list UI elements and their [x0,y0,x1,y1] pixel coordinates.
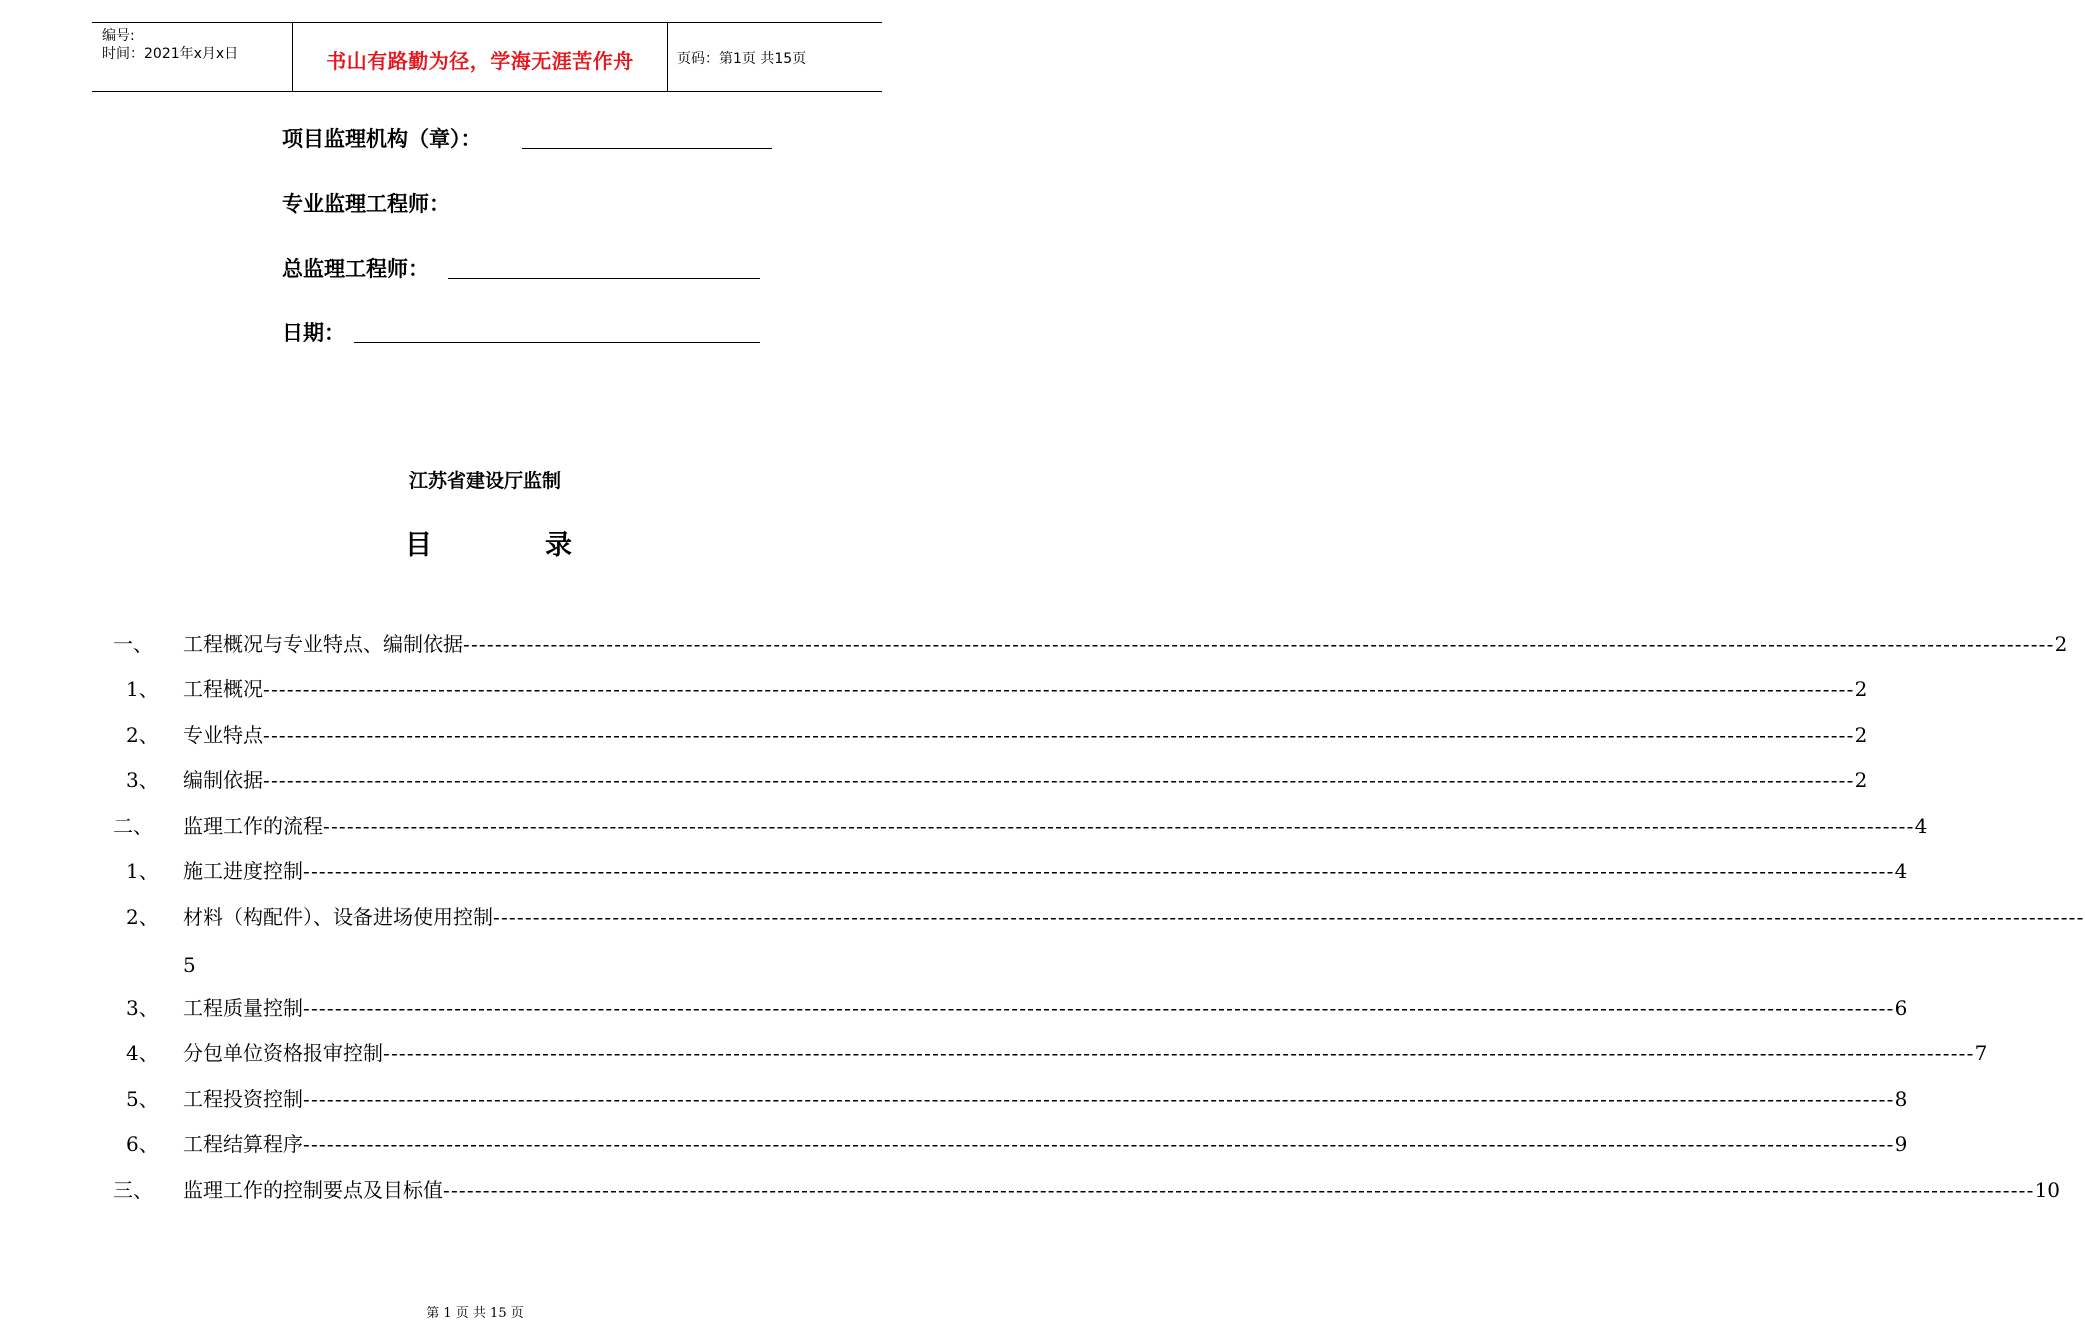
toc-entry-number: 2、 [126,723,159,747]
toc-entry-number: 一、 [113,632,153,656]
toc-entry-text: 专业特点 [183,723,263,747]
org-name: 江苏省建设厅监制 [408,470,561,492]
toc-entry-body [183,993,1908,1023]
toc-entry-body [183,629,2068,659]
toc-entry-leader: -------------------------------------------------------------------------------------------------------------------------------------------------------------------------------------------------------- [303,1087,1895,1111]
page-header [92,22,882,92]
toc-entry[interactable] [0,902,2085,932]
motto-text: 书山有路勤为径，学海无涯苦作舟 [326,49,634,73]
toc-entry-text: 工程质量控制 [183,996,303,1020]
toc-entry-number: 三、 [113,1178,153,1202]
toc-entry[interactable] [0,1175,2061,1205]
toc-entry[interactable] [0,765,1868,795]
toc-entry[interactable] [0,1084,1908,1114]
toc-entry-number: 4、 [126,1041,159,1065]
toc-entry-body [183,902,2085,932]
toc-entry-leader: -------------------------------------------------------------------------------------------------------------------------------------------------------------------------------------------------------- [263,768,1855,792]
toc-wrapped-page-number: 5 [183,953,196,977]
toc-entry-leader: -------------------------------------------------------------------------------------------------------------------------------------------------------------------------------------------------------- [263,677,1855,701]
toc-entry-number: 3、 [126,996,159,1020]
toc-entry-page: 2 [1854,723,1868,747]
toc-entry-page: 4 [1914,814,1928,838]
toc-entry-body [183,720,1868,750]
toc-entry-text: 监理工作的控制要点及目标值 [183,1178,443,1202]
toc-entry-number: 1、 [126,859,159,883]
toc-entry-page: 2 [2054,632,2068,656]
toc-title-char-1: 目 [405,530,432,561]
toc-entry-page: 2 [1854,677,1868,701]
toc-entry-leader: -------------------------------------------------------------------------------------------------------------------------------------------------------------------------------------------------------- [263,723,1855,747]
header-meta-cell [92,23,292,91]
toc-entry-page: 8 [1894,1087,1908,1111]
toc-entry[interactable] [0,993,1908,1023]
toc-entry-text: 编制依据 [183,768,263,792]
toc-entry-text: 工程概况 [183,677,263,701]
toc-entry-number: 5、 [126,1087,159,1111]
toc-title-char-2: 录 [545,530,572,561]
toc-entry-text: 工程概况与专业特点、编制依据 [183,632,463,656]
toc-entry-number: 1、 [126,677,159,701]
toc-entry-body [183,765,1868,795]
signature-engineer [282,189,450,219]
toc-entry-text: 分包单位资格报审控制 [183,1041,383,1065]
signature-org-line [522,148,772,149]
signature-org [282,124,482,154]
document-time-label: 时间：2021年x月x日 [102,46,239,62]
header-motto-cell [292,23,668,91]
toc-entry-number: 二、 [113,814,153,838]
toc-entry[interactable] [0,1129,1908,1159]
toc-entry[interactable] [0,1038,1988,1068]
signature-org-label: 项目监理机构（章）： [282,127,482,151]
toc-entry-number: 6、 [126,1132,159,1156]
toc-entry-leader: -------------------------------------------------------------------------------------------------------------------------------------------------------------------------------------------------------- [323,814,1915,838]
toc-entry-leader: -------------------------------------------------------------------------------------------------------------------------------------------------------------------------------------------------------- [303,996,1895,1020]
toc-entry-text: 监理工作的流程 [183,814,323,838]
signature-engineer-label: 专业监理工程师： [282,192,450,216]
toc-entry-body [183,674,1868,704]
header-page-cell [667,23,882,91]
toc-entry-leader: -------------------------------------------------------------------------------------------------------------------------------------------------------------------------------------------------------- [303,859,1895,883]
toc-entry[interactable] [0,674,1868,704]
toc-entry-body [183,856,1908,886]
page-info: 页码：第1页 共15页 [677,51,807,67]
toc-entry-body [183,1038,1988,1068]
toc-entry-text: 工程投资控制 [183,1087,303,1111]
toc-entry-body [183,1175,2061,1205]
toc-entry-page: 6 [1894,996,1908,1020]
toc-entry-text: 施工进度控制 [183,859,303,883]
toc-entry[interactable] [0,856,1908,886]
signature-date-label: 日期： [282,321,345,345]
toc-entry-page: 2 [1854,768,1868,792]
toc-entry[interactable] [0,720,1868,750]
toc-entry[interactable] [0,811,1928,841]
toc-entry-page: 7 [1974,1041,1988,1065]
signature-date-line [354,342,760,343]
toc-entry-text: 材料（构配件）、设备进场使用控制 [183,905,493,929]
signature-chief-label: 总监理工程师： [282,257,429,281]
toc-entry-text: 工程结算程序 [183,1132,303,1156]
toc-entry-leader: -------------------------------------------------------------------------------------------------------------------------------------------------------------------------------------------------------- [463,632,2055,656]
toc-entry-page: 10 [2034,1178,2061,1202]
toc-entry-leader: -------------------------------------------------------------------------------------------------------------------------------------------------------------------------------------------------------- [383,1041,1975,1065]
toc-entry-leader: -------------------------------------------------------------------------------------------------------------------------------------------------------------------------------------------------------- [303,1132,1895,1156]
toc-entry-body [183,1129,1908,1159]
toc-entry[interactable] [0,629,2068,659]
signature-chief [282,254,429,284]
toc-entry-leader: -------------------------------------------------------------------------------------------------------------------------------------------------------------------------------------------------------- [493,905,2085,929]
toc-entry-number: 3、 [126,768,159,792]
toc-entry-body [183,811,1928,841]
toc-entry-page: 4 [1894,859,1908,883]
toc-entry-page: 9 [1894,1132,1908,1156]
signature-date [282,318,345,348]
toc-entry-leader: -------------------------------------------------------------------------------------------------------------------------------------------------------------------------------------------------------- [443,1178,2035,1202]
page-footer: 第 1 页 共 15 页 [426,1306,524,1321]
toc-entry-number: 2、 [126,905,159,929]
signature-chief-line [448,278,760,279]
document-number-label: 编号: [102,28,135,44]
toc-entry-body [183,1084,1908,1114]
